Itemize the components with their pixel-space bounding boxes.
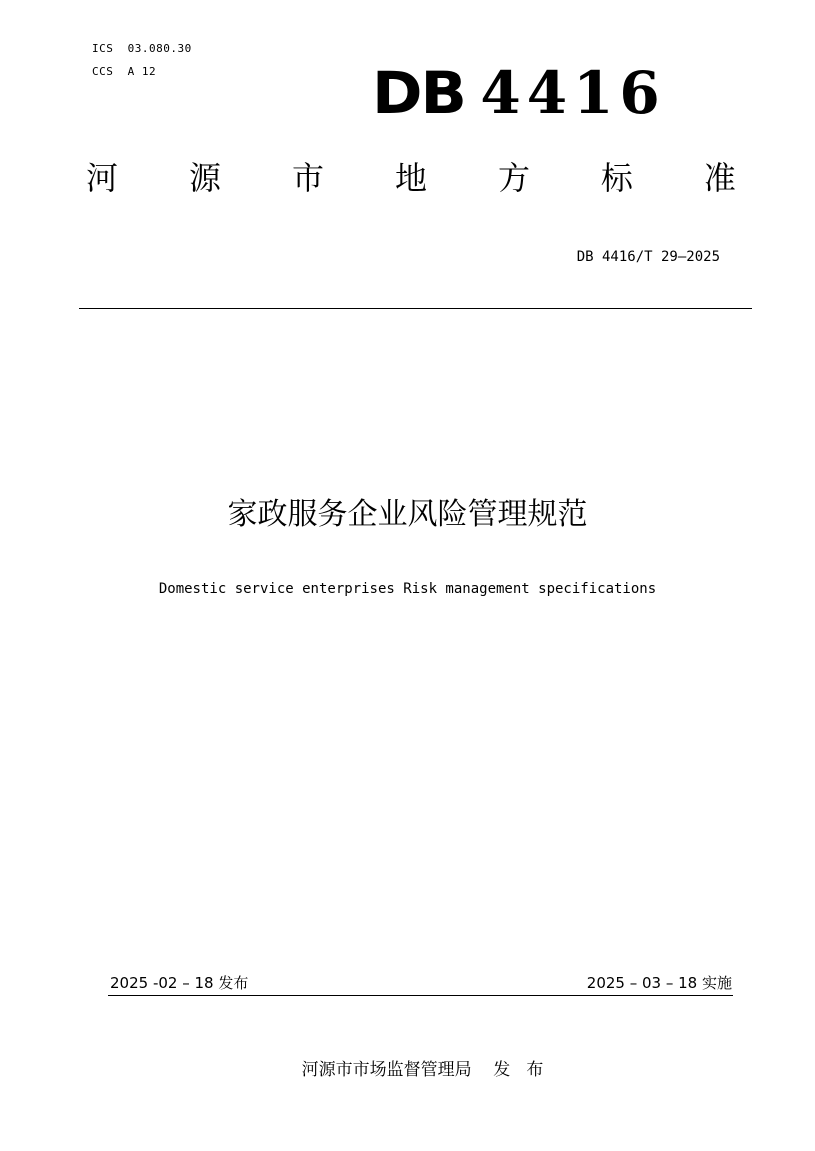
standard-type-char: 地 xyxy=(394,159,427,197)
ics-code: ICS 03.080.30 xyxy=(92,42,192,55)
standard-type-char: 方 xyxy=(497,159,530,197)
document-title-english: Domestic service enterprises Risk management specifications xyxy=(158,581,657,597)
bottom-divider xyxy=(108,995,733,996)
standard-type-heading xyxy=(86,156,736,200)
issue-date: 2025 -02 – 18 发布 xyxy=(110,974,249,992)
ccs-code: CCS A 12 xyxy=(92,65,157,78)
standard-type-char: 源 xyxy=(188,159,221,197)
db-logo-number: 4416 xyxy=(480,59,666,127)
implementation-date: 2025 – 03 – 18 实施 xyxy=(586,974,732,992)
publisher: 河源市市场监督管理局 发 布 xyxy=(301,1060,544,1080)
db-logo-letters: DB xyxy=(372,59,465,127)
standard-number: DB 4416/T 29—2025 xyxy=(576,249,720,265)
standard-type-char: 市 xyxy=(291,159,324,197)
document-title-chinese: 家政服务企业风险管理规范 xyxy=(227,497,588,532)
standard-type-char: 准 xyxy=(703,159,736,197)
standard-type-char: 标 xyxy=(600,159,633,197)
db-logo xyxy=(372,59,666,127)
top-divider xyxy=(79,308,752,309)
standard-type-char: 河 xyxy=(86,159,119,197)
